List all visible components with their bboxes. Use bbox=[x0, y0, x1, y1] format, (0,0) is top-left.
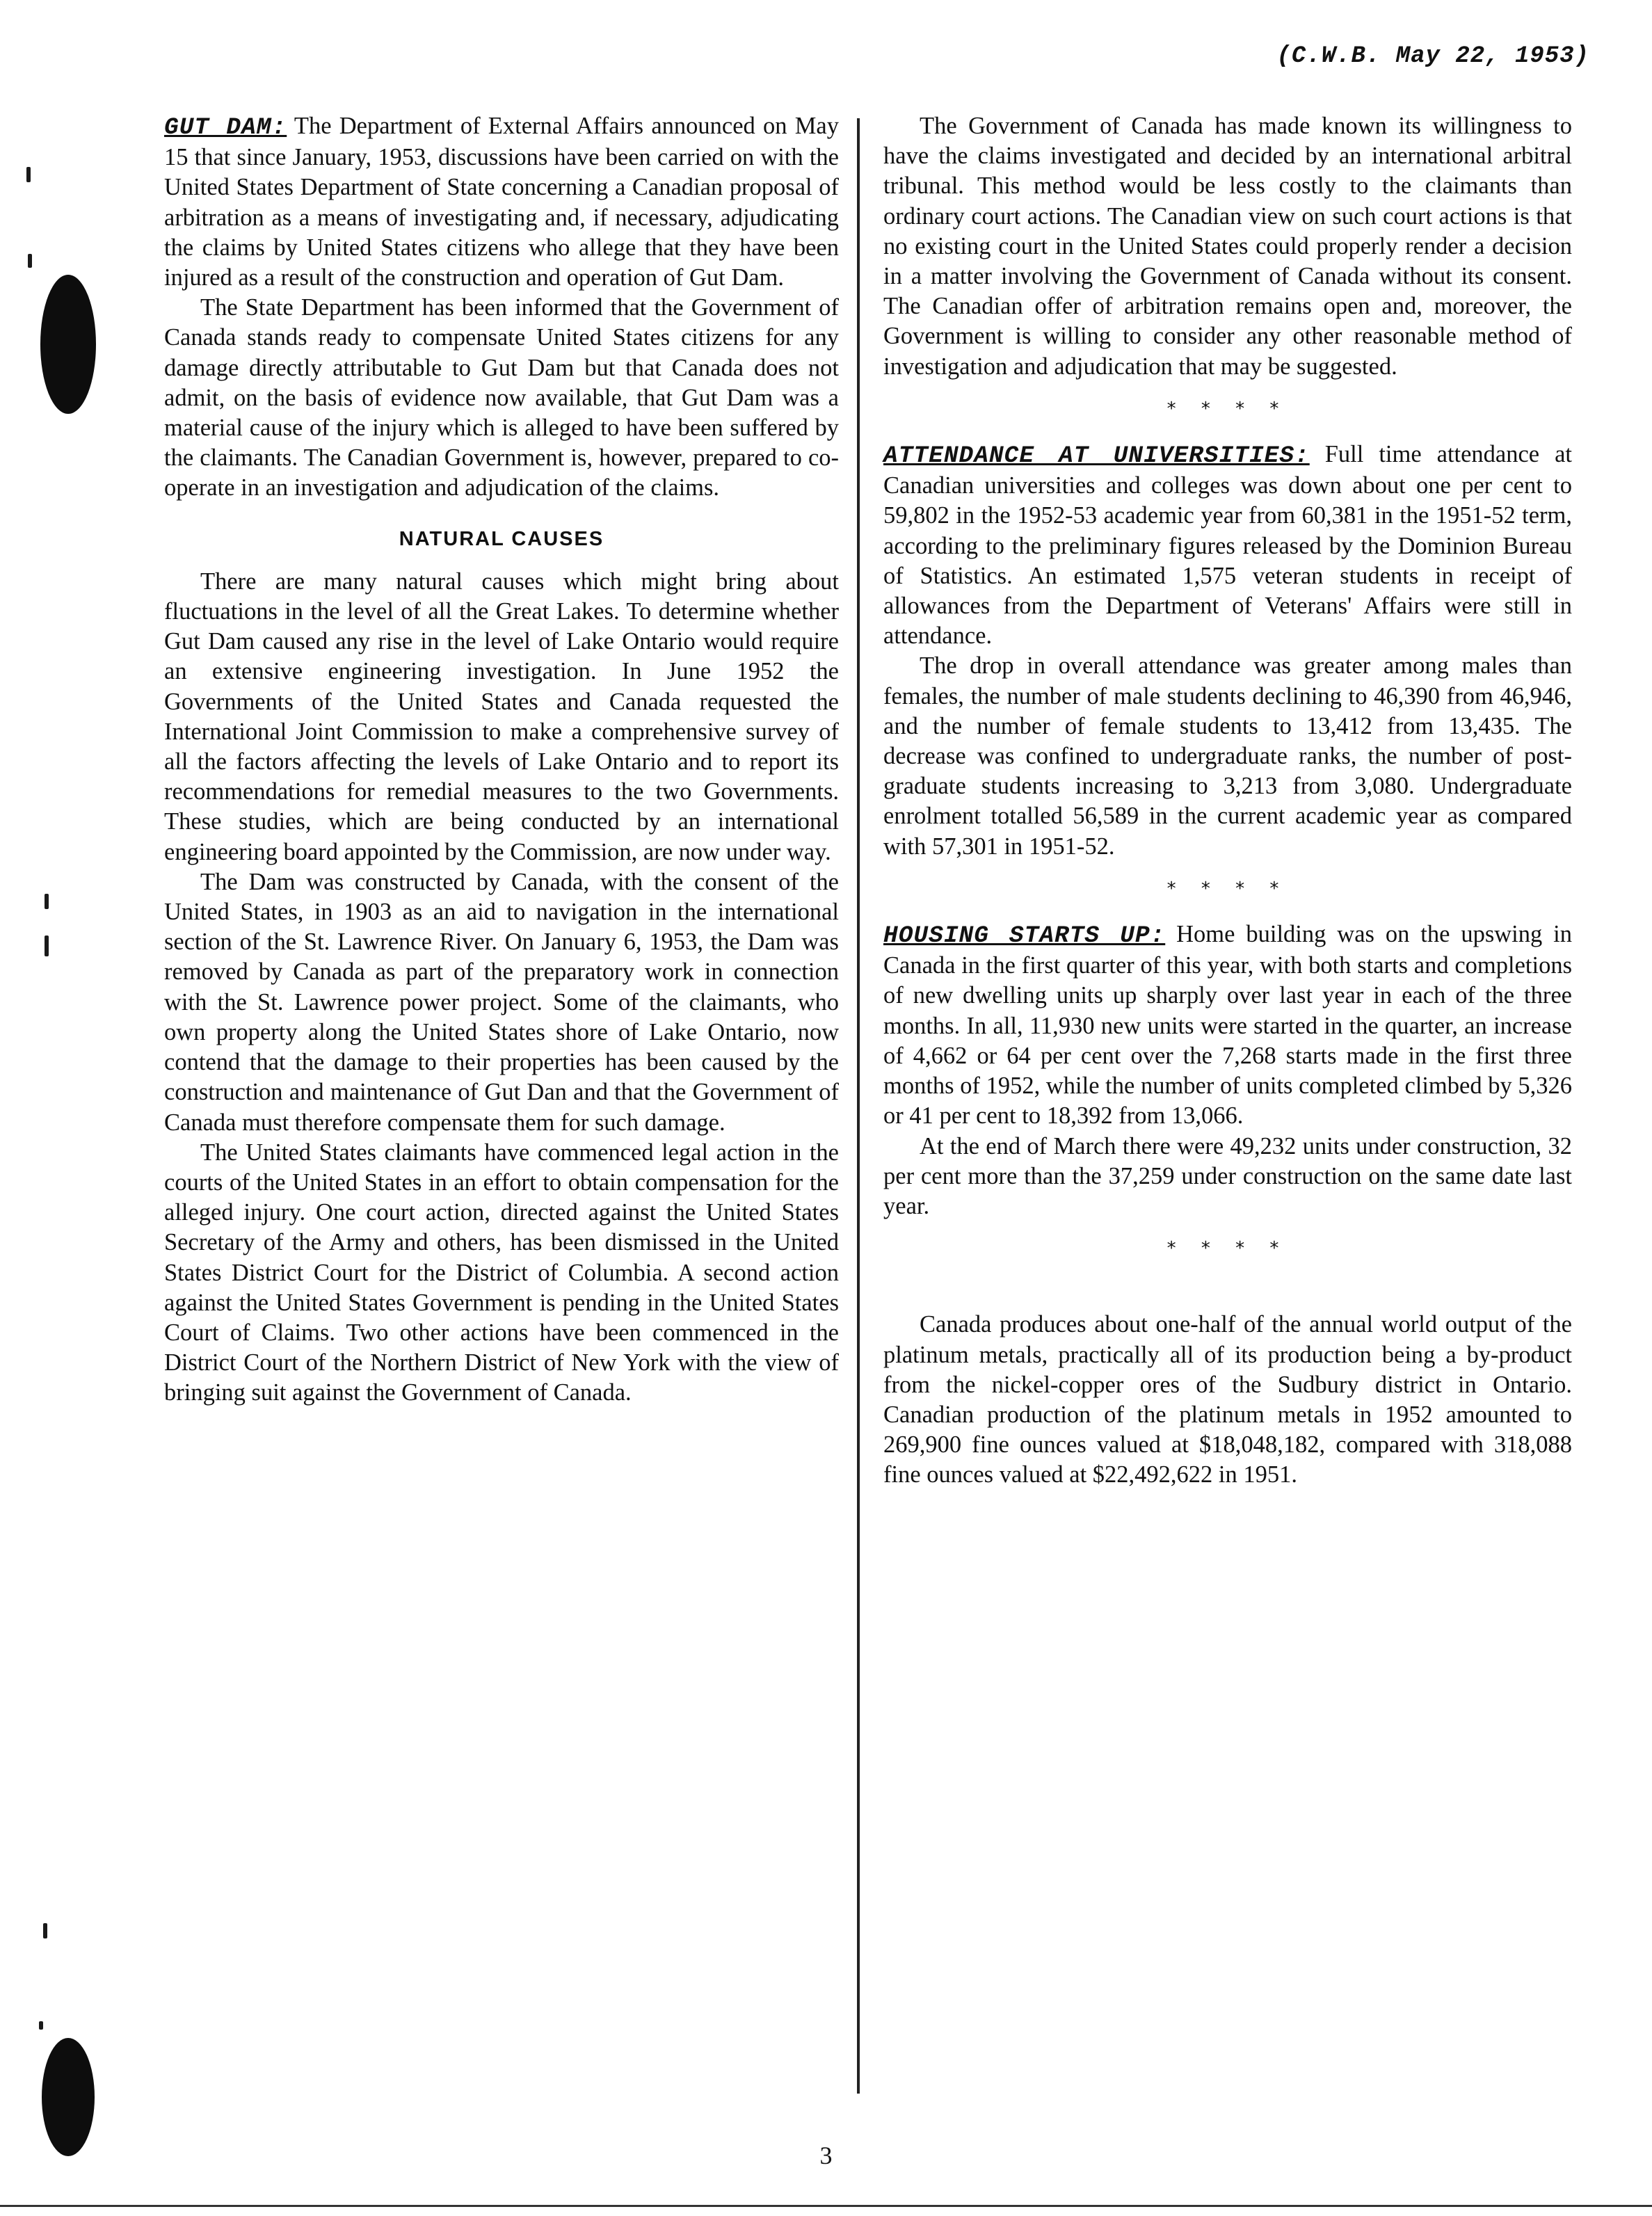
natural-causes-paragraph-3: The United States claimants have commenced legal action in the courts of the United States in an effort to obtain compensation for the alleged injury. One court action, directed against the United States Secretary of the Army and others, has been dismissed in the United States District Court for the District of Columbia. A second action against the United States Government is pending in the United States Court of Claims. Two other actions have been commenced in the District Court of the Northern District of New York with the view of bringing suit against the Government of Canada. bbox=[164, 1139, 839, 1406]
attendance-paragraph-1 bbox=[883, 440, 1572, 651]
section-separator: * * * * bbox=[1166, 878, 1289, 899]
housing-paragraph-2: At the end of March there were 49,232 units under construction, 32 per cent more than the 37,259 under construction on the same date last year. bbox=[883, 1132, 1572, 1219]
attendance-paragraph-2: The drop in overall attendance was greater among males than females, the number of male students declining to 46,390 from 46,946, and the number of female students to 13,412 from 13,435. The decrease was confined to undergraduate ranks, the number of post-graduate students increasing to 3,213 from 3,080. Undergraduate enrolment totalled 56,589 in the current academic year as compared with 57,301 in 1951-52. bbox=[883, 652, 1572, 860]
binder-hole-bottom bbox=[42, 2038, 95, 2156]
gut-dam-paragraph-1-text: The Department of External Affairs announced on May 15 that since January, 1953, discussions have been carried on with the United States Department of State concerning a Canadian proposal of arbitration as a means of investigating and, if necessary, adjudicating the claims by United States citizens who allege that they have been injured as a result of the construction and operation of Gut Dam. bbox=[164, 113, 839, 291]
section-separator: * * * * bbox=[1166, 1238, 1289, 1260]
gut-dam-paragraph-1 bbox=[164, 111, 839, 293]
right-column bbox=[883, 111, 1572, 1491]
bulletin-reference: (C.W.B. May 22, 1953) bbox=[1276, 43, 1589, 70]
scan-mark bbox=[39, 2021, 43, 2030]
attendance-paragraph-1-text: Full time attendance at Canadian universities and colleges was down about one per cent to 59,802 in the 1952-53 academic year from 60,381 in the 1951-52 term, according to the preliminary figures released by the Dominion Bureau of Statistics. An estimated 1,575 veteran students in receipt of allowances from the Department of Veterans' Affairs were still in attendance. bbox=[883, 441, 1573, 650]
section-separator: * * * * bbox=[1166, 398, 1289, 419]
platinum-paragraph: Canada produces about one-half of the annual world output of the platinum metals, practically all of its production being a by-product from the nickel-copper ores of the Sudbury district in Ontario. Canadian production of the platinum metals in 1952 amounted to 269,900 fine ounces valued at $18,048,182, compared with 318,088 fine ounces valued at $22,492,622 in 1951. bbox=[883, 1311, 1572, 1488]
attendance-heading: ATTENDANCE AT UNIVERSITIES: bbox=[883, 442, 1310, 470]
left-column bbox=[164, 111, 839, 1408]
natural-causes-paragraph-1: There are many natural causes which might bring about fluctuations in the level of all the Great Lakes. To determine whether Gut Dam caused any rise in the level of Lake Ontario would require an extensive engineering investigation. In June 1952 the Governments of the United States and Canada requested the International Joint Commission to make a comprehensive survey of all the factors affecting the levels of Lake Ontario and to report its recommendations for remedial measures to the two Governments. These studies, which are being conducted by an international engineering board appointed by the Commission, are now under way. bbox=[164, 568, 839, 865]
scan-mark bbox=[43, 1923, 47, 1938]
page-number: 3 bbox=[819, 2142, 833, 2169]
gut-dam-heading: GUT DAM: bbox=[164, 114, 287, 141]
housing-paragraph-1-text: Home building was on the upswing in Canada in the first quarter of this year, with both starts and completions of new dwelling units up sharply over last year in each of the three months. In all, 11,930 new units were started in the quarter, an increase of 4,662 or 64 per cent over the 7,268 starts made in the first three months of 1952, while the number of units completed climbed by 5,326 or 41 per cent to 18,392 from 13,066. bbox=[883, 921, 1572, 1130]
gut-dam-paragraph-2: The State Department has been informed that the Government of Canada stands ready to compensate United States citizens for any damage directly attributable to Gut Dam but that Canada does not admit, on the basis of evidence now available, that Gut Dam was a material cause of the injury which is alleged to have been suffered by the claimants. The Canadian Government is, however, prepared to co-operate in an investigation and adjudication of the claims. bbox=[164, 294, 839, 501]
housing-paragraph-1 bbox=[883, 920, 1572, 1131]
housing-heading: HOUSING STARTS UP: bbox=[883, 922, 1166, 950]
scan-mark bbox=[45, 936, 49, 956]
gut-dam-continued-paragraph: The Government of Canada has made known its willingness to have the claims investigated and decided by an international arbitral tribunal. This method would be less costly to the claimants than ordinary court actions. The Canadian view on such court actions is that no existing court in the United States could properly render a decision in a matter involving the Government of Canada without its consent. The Canadian offer of arbitration remains open and, moreover, the Government is willing to consider any other reasonable method of investigation and adjudication that may be suggested. bbox=[883, 113, 1572, 380]
natural-causes-subheading: NATURAL CAUSES bbox=[399, 527, 604, 550]
scan-mark bbox=[28, 254, 32, 268]
scan-mark bbox=[45, 894, 49, 909]
column-divider bbox=[857, 118, 860, 2094]
spacer bbox=[883, 1279, 1572, 1310]
bottom-rule bbox=[0, 2205, 1652, 2207]
scan-mark bbox=[26, 167, 31, 182]
binder-hole-top bbox=[40, 275, 96, 414]
natural-causes-paragraph-2: The Dam was constructed by Canada, with the consent of the United States, in 1903 as an aid to navigation in the international section of the St. Lawrence River. On January 6, 1953, the Dam was removed by Canada as part of the preparatory work in connection with the St. Lawrence power project. Some of the claimants, who own property along the United States shore of Lake Ontario, now contend that the damage to their properties has been caused by the construction and maintenance of Gut Dan and that the Government of Canada must therefore compensate them for such damage. bbox=[164, 868, 839, 1136]
